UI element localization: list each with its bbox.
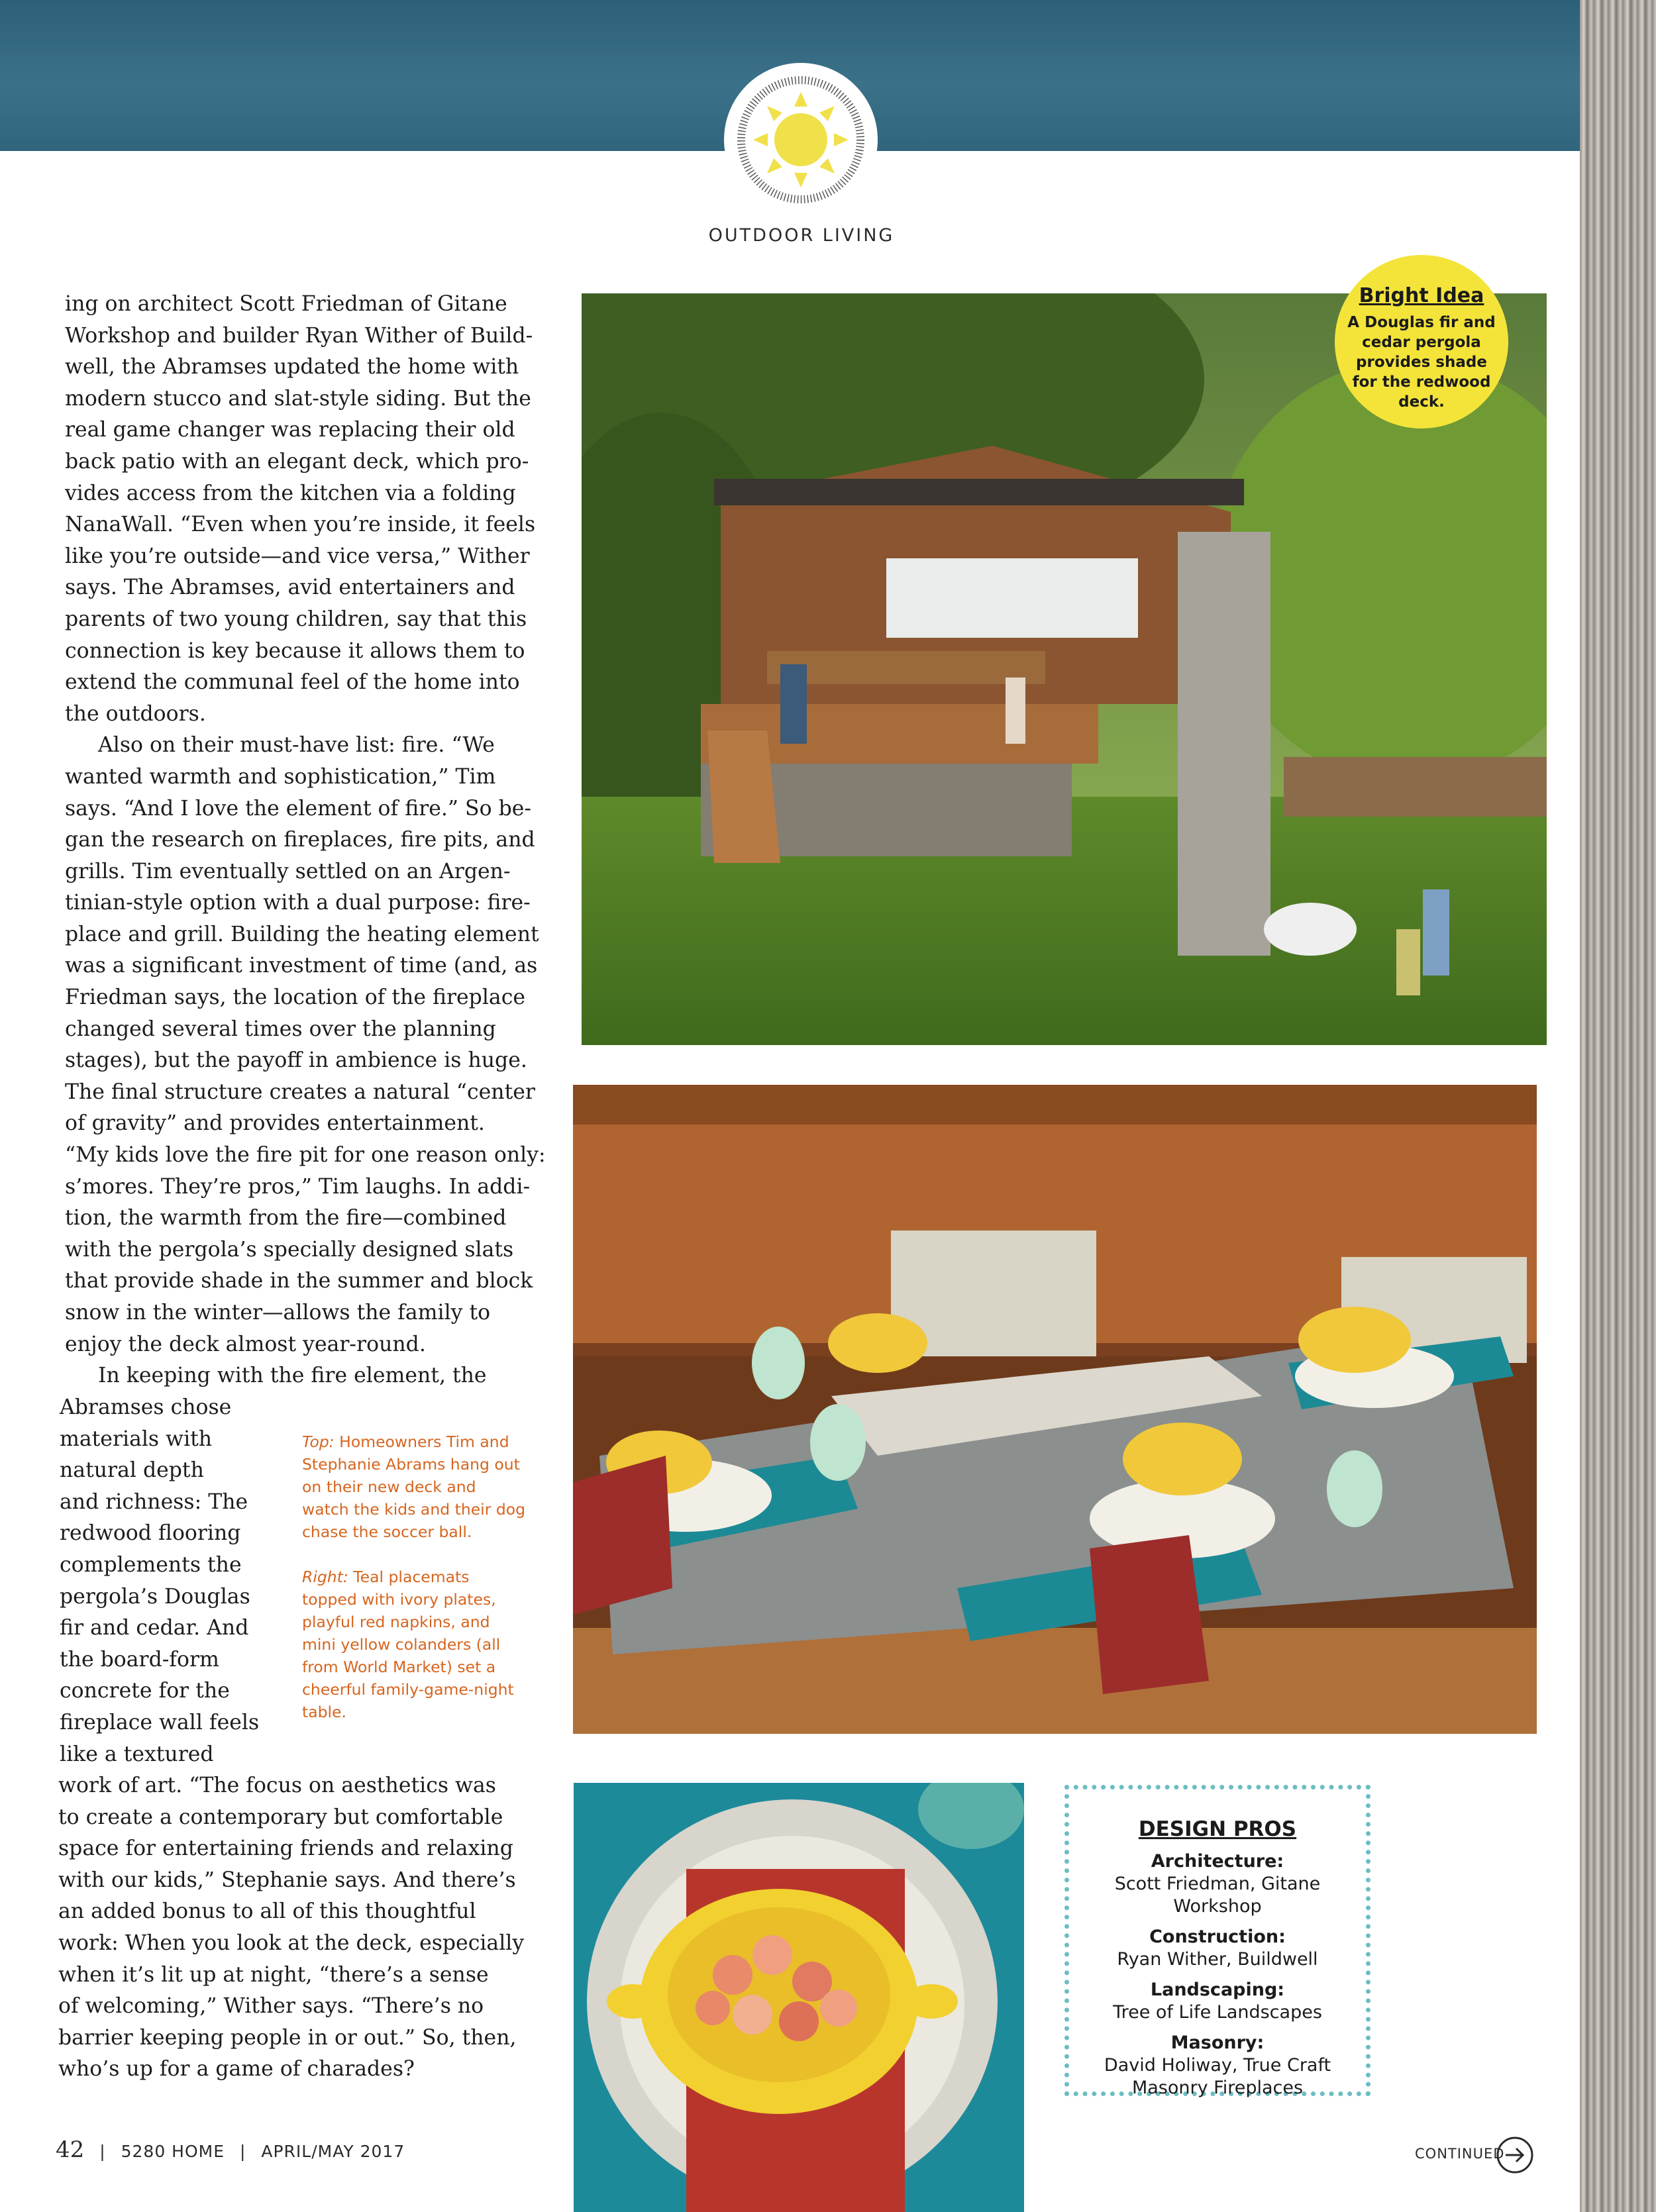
sun-icon (737, 76, 864, 203)
article-line: changed several times over the planning (65, 1017, 496, 1041)
design-pro-name: Ryan Wither, Buildwell (1117, 1949, 1318, 1970)
article-line: and richness: The (60, 1489, 248, 1514)
caption-top (302, 1431, 527, 1543)
article-line: the board-form (60, 1647, 219, 1672)
caption-top-lead: Top: (302, 1433, 335, 1451)
article-line: The final structure creates a natural “center (65, 1080, 535, 1104)
article-line: says. The Abramses, avid entertainers and (65, 576, 515, 600)
article-line: like a textured (60, 1742, 214, 1766)
article-line: Friedman says, the location of the fireplace (65, 985, 525, 1010)
article-line: tinian-style option with a dual purpose: fire- (65, 891, 531, 915)
page-number: 42 (56, 2137, 85, 2163)
article-line: tion, the warmth from the fire—combined (65, 1206, 507, 1231)
article-line: pergola’s Douglas (60, 1584, 250, 1609)
article-line: redwood flooring (60, 1521, 241, 1546)
design-pros-title: DESIGN PROS (1138, 1817, 1297, 1841)
article-line: says. “And I love the element of fire.” So be- (65, 796, 532, 821)
design-pro-name: David Holiway, True Craft Masonry Fireplaces (1104, 2055, 1331, 2098)
article-line: of gravity” and provides entertainment. (65, 1111, 485, 1136)
article-line: connection is key because it allows them to (65, 638, 525, 663)
article-line: wanted warmth and sophistication,” Tim (65, 764, 496, 789)
design-pro-role: Architecture: (1151, 1851, 1284, 1872)
footer-separator: | (99, 2142, 106, 2161)
magazine-name: 5280 HOME (121, 2142, 225, 2161)
article-line: vides access from the kitchen via a folding (65, 481, 516, 505)
design-pro-role: Masonry: (1170, 2033, 1265, 2053)
article-body-upper (65, 289, 546, 1392)
article-line: In keeping with the fire element, the (98, 1364, 487, 1388)
issue-date: APRIL/MAY 2017 (261, 2142, 405, 2161)
design-pro-entry (1069, 1850, 1366, 1918)
article-line: concrete for the (60, 1679, 230, 1703)
article-line: snow in the winter—allows the family to (65, 1301, 491, 1325)
article-line: well, the Abramses updated the home with (65, 355, 519, 379)
article-line: enjoy the deck almost year-round. (65, 1332, 426, 1356)
article-line: with the pergola’s specially designed slats (65, 1237, 514, 1262)
article-line: the outdoors. (65, 701, 206, 726)
article-line: with our kids,” Stephanie says. And there’s (58, 1868, 516, 1892)
design-pro-entry (1069, 1926, 1366, 1971)
design-pro-entry (1069, 2032, 1366, 2099)
article-line: of welcoming,” Wither says. “There’s no (58, 1994, 484, 2019)
article-line: who’s up for a game of charades? (58, 2057, 415, 2082)
article-line: “My kids love the fire pit for one reason only: (65, 1143, 546, 1168)
design-pro-role: Landscaping: (1150, 1980, 1285, 2000)
design-pro-entry (1069, 1979, 1366, 2024)
continued-label: CONTINUED (1415, 2146, 1505, 2162)
article-line: modern stucco and slat-style siding. But the (65, 386, 531, 411)
article-line: place and grill. Building the heating element (65, 922, 539, 946)
section-label: OUTDOOR LIVING (708, 225, 895, 246)
article-line: natural depth (60, 1458, 204, 1483)
bright-idea-text: A Douglas fir and cedar pergola provides shade for the redwood deck. (1347, 314, 1496, 411)
colander-closeup-photo (574, 1783, 1024, 2212)
article-line: stages), but the payoff in ambience is huge. (65, 1048, 527, 1073)
caption-top-text: Homeowners Tim and Stephanie Abrams hang out on their new deck and watch the kids and their dog chase the soccer ball. (302, 1433, 526, 1541)
article-line: when it’s lit up at night, “there’s a sense (58, 1962, 489, 1987)
footer-separator: | (239, 2142, 246, 2161)
article-line: barrier keeping people in or out.” So, then, (58, 2025, 517, 2050)
article-line: Abramses chose (60, 1395, 232, 1419)
article-line: Workshop and builder Ryan Wither of Build- (65, 323, 533, 348)
bright-idea-title: Bright Idea (1359, 284, 1484, 307)
article-line: back patio with an elegant deck, which pro- (65, 449, 529, 474)
article-body-narrow (60, 1392, 259, 1770)
article-line: complements the (60, 1552, 242, 1577)
article-line: Also on their must-have list: fire. “We (98, 733, 495, 758)
article-line: gan the research on fireplaces, fire pits, and (65, 828, 535, 852)
page-footer (56, 2137, 405, 2163)
design-pro-role: Construction: (1149, 1927, 1286, 1947)
page-binding-edge (1580, 0, 1656, 2212)
article-line: was a significant investment of time (and, as (65, 954, 538, 978)
article-line: space for entertaining friends and relaxing (58, 1836, 513, 1861)
article-line: NanaWall. “Even when you’re inside, it feels (65, 513, 536, 537)
caption-right-lead: Right: (302, 1568, 348, 1586)
article-line: grills. Tim eventually settled on an Argen- (65, 859, 511, 883)
article-line: parents of two young children, say that this (65, 607, 527, 631)
design-pro-name: Tree of Life Landscapes (1113, 2002, 1322, 2023)
article-line: like you’re outside—and vice versa,” Wither (65, 544, 530, 568)
article-line: an added bonus to all of this thoughtful (58, 1899, 476, 1924)
article-line: materials with (60, 1427, 213, 1451)
article-line: extend the communal feel of the home into (65, 670, 520, 695)
article-line: work of art. “The focus on aesthetics was (58, 1774, 496, 1797)
article-line: fir and cedar. And (60, 1616, 249, 1640)
article-line: that provide shade in the summer and block (65, 1269, 533, 1293)
article-line: ing on architect Scott Friedman of Gitane (65, 292, 507, 316)
photo-captions (302, 1431, 527, 1746)
article-line: s’mores. They’re pros,” Tim laughs. In addi- (65, 1174, 531, 1199)
bright-idea-badge (1335, 255, 1508, 428)
caption-right (302, 1566, 527, 1723)
article-line: fireplace wall feels (60, 1710, 260, 1734)
caption-right-text: Teal placemats topped with ivory plates, playful red napkins, and mini yellow colanders (all from World Market) set a cheerful family-game-night table. (302, 1568, 514, 1721)
article-line: to create a contemporary but comfortable (58, 1805, 503, 1829)
article-line: work: When you look at the deck, especially (58, 1931, 525, 1955)
article-line: real game changer was replacing their old (65, 418, 515, 442)
arrow-right-icon (1496, 2136, 1534, 2174)
article-body-lower (58, 1770, 524, 2086)
table-setting-photo (573, 1085, 1537, 1734)
design-pros-box (1064, 1785, 1371, 2096)
design-pro-name: Scott Friedman, Gitane Workshop (1114, 1874, 1321, 1917)
